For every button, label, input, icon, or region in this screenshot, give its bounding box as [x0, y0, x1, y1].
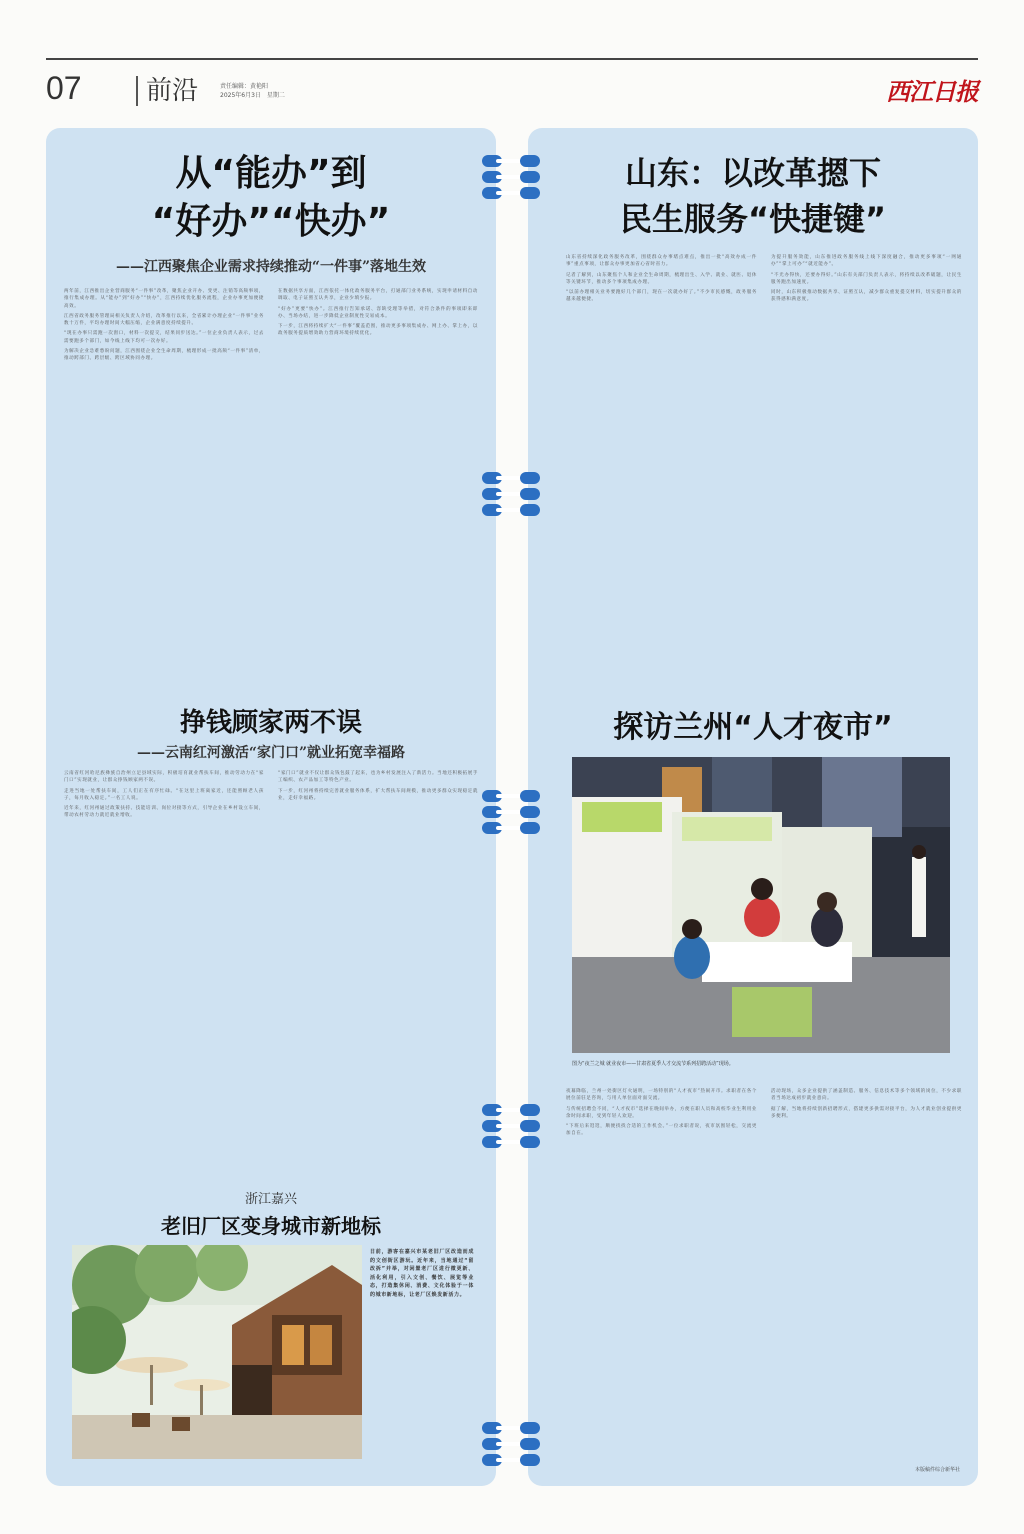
newspaper-logo: 西江日报 — [886, 77, 978, 106]
right-story2-body — [566, 1088, 962, 1448]
binder-rings-1 — [482, 155, 540, 203]
left-story3-headline: 老旧厂区变身城市新地标 — [161, 1214, 381, 1238]
date-line: 2025年6月3日 星期二 — [220, 92, 285, 99]
right-story1-col-2 — [771, 254, 962, 670]
left-story1-col-1 — [64, 288, 264, 680]
right-story2-col-1 — [566, 1088, 757, 1448]
right-story1-body — [566, 254, 962, 670]
left-story3-body: 日前，游客在嘉兴市某老旧厂区改造而成的文创街区游玩。近年来，当地通过“留改拆”并举，对闲置老厂区进行微更新、活化利用，引入文创、餐饮、展览等业态，打造集休闲、消费、文化体验于一体的城市新地标，让老厂区焕发新活力。 — [370, 1249, 474, 1298]
paragraph: “不光办得快，还要办得好。”山东有关部门负责人表示，将持续以改革破题，让民生服务跑出加速度。 — [771, 272, 962, 285]
binder-rings-4 — [482, 1104, 540, 1152]
paragraph: “下班后来逛逛，顺便找找合适的工作机会。”一位求职者说，夜市氛围轻松，交流更加自在。 — [566, 1124, 757, 1137]
paragraph: 在数据共享方面，江西依托一体化政务服务平台，打通部门业务系统，实现申请材料自动调取、电子证照互认共享，企业少填少报。 — [278, 289, 478, 302]
left-story2-subheadline: ——云南红河激活“家门口”就业拓宽幸福路 — [136, 745, 406, 761]
left-story2-col-1 — [64, 770, 264, 1168]
paragraph: 江西省政务服务管理局相关负责人介绍，改革推行以来，全省累计办理企业“一件事”业务数十万件，平均办理时间大幅压缩，企业满意度持续提升。 — [64, 313, 264, 327]
right-story1-col-1 — [566, 254, 757, 670]
paragraph: 夜幕降临，兰州一处街区灯火通明，一场特别的“人才夜市”热闹开市。求职者在各个展位前驻足咨询，与用人单位面对面交流。 — [566, 1089, 757, 1102]
paragraph: 近年来，红河州通过政策扶持、技能培训、岗位对接等方式，引导企业在乡村设立车间，带动农村劳动力就近就业增收。 — [64, 806, 264, 819]
section-title: 前沿 — [146, 76, 199, 106]
source-credit: 本版稿件综合新华社 — [914, 1467, 960, 1473]
left-story1-headline — [66, 150, 476, 246]
paragraph: 与传统招聘会不同，“人才夜市”选择在晚间举办，方便在职人员和高校毕业生利用业余时间求职，受到年轻人欢迎。 — [566, 1106, 757, 1119]
paragraph: “好办”更要“快办”。江西推行告知承诺、容缺受理等举措，对符合条件的事项即来即办、当场办结，进一步降低企业制度性交易成本。 — [278, 306, 478, 319]
paragraph: 为解决企业急难愁盼问题，江西围绕企业全生命周期，梳理形成一批高频“一件事”清单，推动跨部门、跨层级、跨区域协同办理。 — [64, 349, 264, 362]
paragraph: 据了解，当地将持续创新招聘形式，搭建更多供需对接平台，为人才就业创业提供更多便利。 — [771, 1106, 962, 1119]
paragraph: 为提升服务效能，山东推进政务服务线上线下深度融合，推动更多事项“一网通办”“掌上可办”“就近能办”。 — [771, 255, 962, 268]
left-story1-body — [64, 288, 478, 680]
left-story1-headline-line1: 从“能办”到 — [175, 153, 367, 194]
paragraph: “现在办事只需跑一次窗口，材料一次提交，结果同步送达。”一位企业负责人表示，过去需要跑多个部门，如今线上线下均可一次办好。 — [64, 331, 264, 344]
binder-rings-5 — [482, 1422, 540, 1470]
left-story1-headline-line2: “好办”“快办” — [151, 201, 391, 242]
paragraph: 云南省红河哈尼族彝族自治州立足县域实际，积极培育就业帮扶车间，推动劳动力在“家门口”实现就业，让群众挣钱顾家两不误。 — [64, 771, 264, 784]
left-story2-body — [64, 770, 478, 1168]
page-number: 07 — [46, 70, 82, 106]
paragraph: 下一步，江西将持续扩大“一件事”覆盖范围，推动更多事项集成办、网上办、掌上办，以政务服务提质增效助力营商环境持续优化。 — [278, 324, 478, 337]
masthead-meta — [220, 82, 285, 100]
paragraph: 同时，山东积极推动数据共享、证照互认，减少群众重复提交材料，切实提升群众的获得感和满意度。 — [771, 290, 962, 303]
editor-line: 责任编辑：黄艳阳 — [220, 83, 269, 90]
left-story3-kicker: 浙江嘉兴 — [244, 1192, 297, 1207]
old-factory-photo — [72, 1245, 362, 1459]
photo-caption: 图为“夜兰之城 就业夜市——甘肃省夏季人才交流节系列招聘活动”现场。 — [572, 1061, 734, 1067]
paragraph: 山东省持续深化政务服务改革，围绕群众办事堵点难点，推出一批“高效办成一件事”重点事项，让群众办事更加省心省时省力。 — [566, 255, 757, 268]
paragraph: 下一步，红河州将持续完善就业服务体系，扩大帮扶车间规模，推动更多群众实现稳定就业，走好幸福路。 — [278, 788, 478, 801]
paragraph: 两年前，江西推出企业营商服务“一件事”改革，聚焦企业开办、变更、注销等高频事项，推行集成办理。从“能办”到“好办”“快办”，江西持续优化服务流程，企业办事更加便捷高效。 — [64, 289, 264, 309]
masthead-divider — [136, 76, 138, 106]
binder-rings-2 — [482, 472, 540, 520]
paragraph: “以前办理相关业务要跑好几个部门，现在一次就办好了。”不少市民感慨，政务服务越来越便捷。 — [566, 290, 757, 303]
left-story2-col-2 — [278, 770, 478, 1168]
left-story2-headline: 挣钱顾家两不误 — [179, 708, 362, 738]
talent-night-market-photo — [572, 757, 950, 1053]
masthead — [46, 58, 978, 108]
night-market-illustration — [572, 757, 950, 1053]
paragraph: 活动现场，众多企业提供了涵盖制造、服务、信息技术等多个领域的岗位，不少求职者当场达成初步就业意向。 — [771, 1089, 962, 1102]
right-story1-headline-line1: 山东：以改革摁下 — [624, 154, 881, 192]
right-story2-col-2 — [771, 1088, 962, 1448]
old-factory-illustration — [72, 1245, 362, 1459]
left-story1-subheadline: ——江西聚焦企业需求持续推动“一件事”落地生效 — [115, 259, 427, 275]
paragraph: 记者了解到，山东聚焦个人和企业全生命周期，梳理出生、入学、就业、就医、退休等关键环节，推动多个事项集成办理。 — [566, 272, 757, 285]
right-story2-headline: 探访兰州“人才夜市” — [613, 710, 893, 745]
right-story1-headline — [548, 150, 958, 242]
right-story1-headline-line2: 民生服务“快捷键” — [619, 200, 887, 238]
left-story1-col-2 — [278, 288, 478, 680]
paragraph: “家门口”就业不仅让群众钱包鼓了起来，也为乡村发展注入了新活力。当地还积极拓展手工编织、农产品加工等特色产业。 — [278, 771, 478, 784]
binder-rings-3 — [482, 790, 540, 838]
paragraph: 走进当地一处帮扶车间，工人们正在有序忙碌。“在这里上班离家近，还能照顾老人孩子，每月收入稳定。”一名工人说。 — [64, 788, 264, 801]
